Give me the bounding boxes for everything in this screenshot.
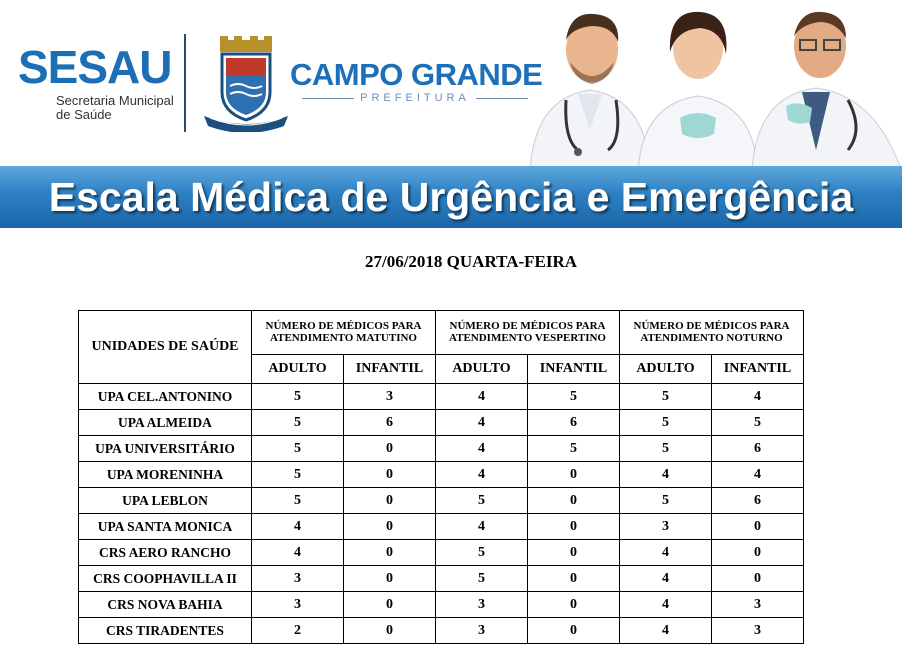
afternoon-adult-header: ADULTO bbox=[436, 354, 528, 383]
table-row bbox=[79, 462, 804, 488]
value-cell: 5 bbox=[620, 410, 712, 436]
table-body bbox=[79, 384, 804, 644]
table-row bbox=[79, 436, 804, 462]
value-cell: 3 bbox=[436, 618, 528, 644]
title-banner bbox=[0, 166, 902, 228]
afternoon-child-header: INFANTIL bbox=[528, 354, 620, 383]
value-cell: 0 bbox=[344, 618, 436, 644]
unit-column-header: UNIDADES DE SAÚDE bbox=[79, 311, 252, 384]
value-cell: 0 bbox=[528, 462, 620, 488]
value-cell: 0 bbox=[344, 488, 436, 514]
value-cell: 4 bbox=[620, 462, 712, 488]
campo-grande-subtitle: PREFEITURA bbox=[290, 92, 540, 104]
unit-name-cell: UPA CEL.ANTONINO bbox=[79, 384, 252, 410]
value-cell: 5 bbox=[620, 488, 712, 514]
value-cell: 0 bbox=[344, 592, 436, 618]
value-cell: 0 bbox=[528, 540, 620, 566]
value-cell: 0 bbox=[712, 566, 804, 592]
value-cell: 4 bbox=[436, 514, 528, 540]
unit-name-cell: UPA ALMEIDA bbox=[79, 410, 252, 436]
doctor-3-figure bbox=[752, 12, 902, 172]
value-cell: 4 bbox=[436, 384, 528, 410]
value-cell: 4 bbox=[252, 540, 344, 566]
coat-of-arms-icon bbox=[200, 36, 292, 132]
value-cell: 5 bbox=[436, 566, 528, 592]
value-cell: 4 bbox=[712, 462, 804, 488]
value-cell: 5 bbox=[620, 384, 712, 410]
value-cell: 5 bbox=[252, 410, 344, 436]
table-row bbox=[79, 410, 804, 436]
value-cell: 0 bbox=[344, 540, 436, 566]
table-row bbox=[79, 384, 804, 410]
value-cell: 0 bbox=[712, 540, 804, 566]
table-row bbox=[79, 618, 804, 644]
value-cell: 5 bbox=[620, 436, 712, 462]
night-group-header: NÚMERO DE MÉDICOS PARA ATENDIMENTO NOTURNO bbox=[620, 311, 804, 355]
sesau-logo-subtitle-line2: de Saúde bbox=[56, 107, 112, 122]
value-cell: 5 bbox=[252, 436, 344, 462]
banner-title: Escala Médica de Urgência e Emergência bbox=[48, 174, 854, 220]
value-cell: 4 bbox=[620, 592, 712, 618]
unit-name-cell: UPA SANTA MONICA bbox=[79, 514, 252, 540]
night-adult-header: ADULTO bbox=[620, 354, 712, 383]
table-row bbox=[79, 514, 804, 540]
value-cell: 6 bbox=[528, 410, 620, 436]
sesau-logo-subtitle-line1: Secretaria Municipal bbox=[56, 93, 174, 108]
unit-name-cell: CRS TIRADENTES bbox=[79, 618, 252, 644]
value-cell: 0 bbox=[528, 514, 620, 540]
unit-name-cell: UPA MORENINHA bbox=[79, 462, 252, 488]
schedule-table bbox=[78, 310, 804, 644]
value-cell: 5 bbox=[528, 384, 620, 410]
value-cell: 4 bbox=[436, 436, 528, 462]
value-cell: 5 bbox=[712, 410, 804, 436]
value-cell: 4 bbox=[620, 566, 712, 592]
value-cell: 6 bbox=[712, 488, 804, 514]
page-header bbox=[0, 0, 902, 240]
afternoon-group-header: NÚMERO DE MÉDICOS PARA ATENDIMENTO VESPERTINO bbox=[436, 311, 620, 355]
value-cell: 0 bbox=[344, 436, 436, 462]
value-cell: 3 bbox=[252, 566, 344, 592]
sesau-logo-word: SESAU bbox=[18, 41, 172, 93]
value-cell: 0 bbox=[344, 462, 436, 488]
schedule-date: 27/06/2018 QUARTA-FEIRA bbox=[364, 252, 578, 271]
unit-name-cell: UPA UNIVERSITÁRIO bbox=[79, 436, 252, 462]
value-cell: 4 bbox=[712, 384, 804, 410]
value-cell: 5 bbox=[252, 462, 344, 488]
value-cell: 0 bbox=[712, 514, 804, 540]
value-cell: 0 bbox=[528, 592, 620, 618]
doctor-1-figure bbox=[530, 14, 650, 172]
value-cell: 5 bbox=[436, 540, 528, 566]
table-header-row bbox=[79, 311, 804, 355]
value-cell: 4 bbox=[436, 410, 528, 436]
campo-grande-title: CAMPO GRANDE bbox=[290, 57, 543, 92]
morning-child-header: INFANTIL bbox=[344, 354, 436, 383]
unit-name-cell: CRS AERO RANCHO bbox=[79, 540, 252, 566]
value-cell: 4 bbox=[436, 462, 528, 488]
value-cell: 4 bbox=[620, 540, 712, 566]
campo-grande-logo bbox=[290, 58, 550, 108]
value-cell: 3 bbox=[436, 592, 528, 618]
value-cell: 3 bbox=[712, 618, 804, 644]
value-cell: 4 bbox=[620, 618, 712, 644]
unit-name-cell: CRS NOVA BAHIA bbox=[79, 592, 252, 618]
value-cell: 5 bbox=[528, 436, 620, 462]
morning-group-header: NÚMERO DE MÉDICOS PARA ATENDIMENTO MATUTINO bbox=[252, 311, 436, 355]
doctors-illustration bbox=[530, 0, 902, 172]
doctor-2-figure bbox=[638, 12, 758, 172]
logo-divider bbox=[184, 34, 186, 132]
sesau-logo bbox=[18, 41, 178, 134]
value-cell: 0 bbox=[344, 514, 436, 540]
value-cell: 6 bbox=[712, 436, 804, 462]
table-row bbox=[79, 592, 804, 618]
value-cell: 3 bbox=[712, 592, 804, 618]
unit-name-cell: UPA LEBLON bbox=[79, 488, 252, 514]
value-cell: 5 bbox=[436, 488, 528, 514]
value-cell: 6 bbox=[344, 410, 436, 436]
value-cell: 0 bbox=[528, 566, 620, 592]
value-cell: 4 bbox=[252, 514, 344, 540]
night-child-header: INFANTIL bbox=[712, 354, 804, 383]
value-cell: 5 bbox=[252, 384, 344, 410]
value-cell: 3 bbox=[620, 514, 712, 540]
value-cell: 3 bbox=[252, 592, 344, 618]
unit-name-cell: CRS COOPHAVILLA II bbox=[79, 566, 252, 592]
morning-adult-header: ADULTO bbox=[252, 354, 344, 383]
table-row bbox=[79, 566, 804, 592]
value-cell: 0 bbox=[344, 566, 436, 592]
value-cell: 5 bbox=[252, 488, 344, 514]
value-cell: 2 bbox=[252, 618, 344, 644]
value-cell: 3 bbox=[344, 384, 436, 410]
table-row bbox=[79, 488, 804, 514]
table-row bbox=[79, 540, 804, 566]
value-cell: 0 bbox=[528, 618, 620, 644]
sesau-logo-subtitle bbox=[56, 94, 178, 122]
value-cell: 0 bbox=[528, 488, 620, 514]
